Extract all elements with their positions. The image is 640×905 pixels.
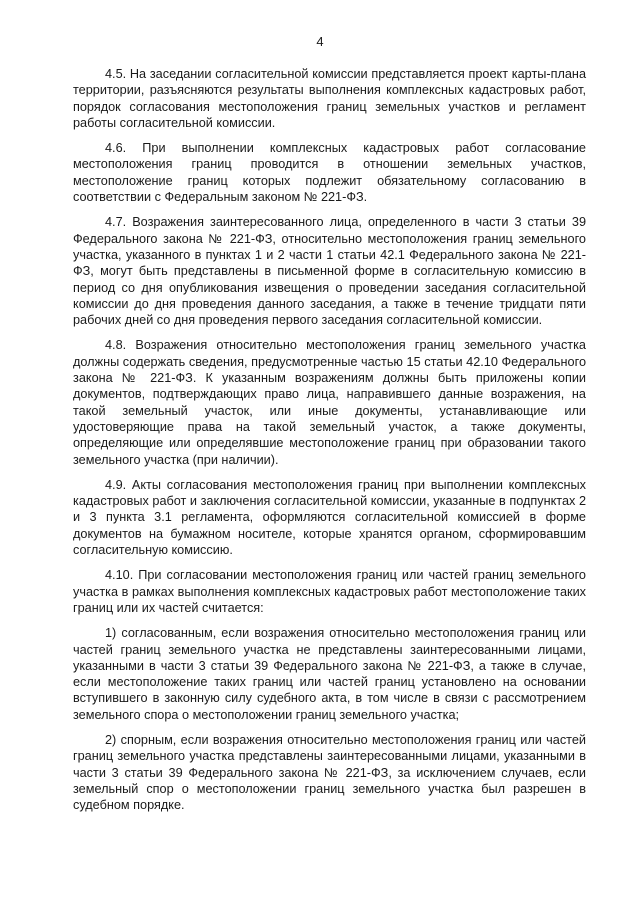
list-item-2-disputed: 2) спорным, если возражения относительно местоположения границ или частей границ земельного участка представлены заинтересованными лицами, указанными в части 3 статьи 39 Федерального закона № 221-ФЗ, за исключением случаев, если земельный спор о местоположении границ земельного участка был разрешен в судебном порядке. — [73, 732, 586, 813]
paragraph-4-6: 4.6. При выполнении комплексных кадастровых работ согласование местоположения границ проводится в отношении земельных участков, местоположение границ которых подлежит обязательному согласованию в соответствии с Федеральным законом № 221-ФЗ. — [73, 141, 586, 205]
paragraph-4-5: 4.5. На заседании согласительной комиссии представляется проект карты-плана территории, разъясняются результаты выполнения комплексных кадастровых работ, порядок согласования местоположения границ земельных участков и регламент работы согласительной комиссии. — [73, 67, 586, 130]
paragraph-4-9: 4.9. Акты согласования местоположения границ при выполнении комплексных кадастровых работ и заключения согласительной комиссии, указанные в подпунктах 2 и 3 пункта 3.1 регламента, оформляются согласительной комиссией в форме документов на бумажном носителе, которые хранятся органом, сформировавшим согласительную комиссию. — [73, 477, 586, 558]
document-body — [73, 66, 586, 822]
paragraph-4-10: 4.10. При согласовании местоположения границ или частей границ земельного участка в рамках выполнения комплексных кадастровых работ местоположение таких границ или их частей считается: — [73, 568, 586, 615]
paragraph-4-7: 4.7. Возражения заинтересованного лица, определенного в части 3 статьи 39 Федерального закона № 221-ФЗ, относительно местоположения границ земельного участка, указанного в пунктах 1 и 2 части 1 статьи 42.1 Федерального закона № 221-ФЗ, могут быть представлены в письменной форме в согласительную комиссию в период со дня опубликования извещения о проведении заседания согласительной комиссии до дня проведения данного заседания, а также в течение тридцати пяти рабочих дней со дня проведения первого заседания согласительной комиссии. — [73, 215, 586, 328]
list-item-1-agreed: 1) согласованным, если возражения относительно местоположения границ или частей границ земельного участка не представлены заинтересованными лицами, указанными в части 3 статьи 39 Федерального закона № 221-ФЗ, а также в случае, если местоположение таких границ или частей границ установлено на основании вступившего в законную силу судебного акта, в том числе в связи с рассмотрением земельного спора о местоположении границ земельного участка; — [73, 626, 586, 722]
paragraph-4-8: 4.8. Возражения относительно местоположения границ земельного участка должны содержать сведения, предусмотренные частью 15 статьи 42.10 Федерального закона № 221-ФЗ. К указанным возражениям должны быть приложены копии документов, подтверждающих право лица, направившего данные возражения, на такой земельный участок, или иные документы, устанавливающие или удостоверяющие права на такой земельный участок, а также документы, определяющие или определявшие местоположение границ при образовании такого земельного участка (при наличии). — [73, 338, 586, 467]
page-number: 4 — [316, 34, 324, 49]
